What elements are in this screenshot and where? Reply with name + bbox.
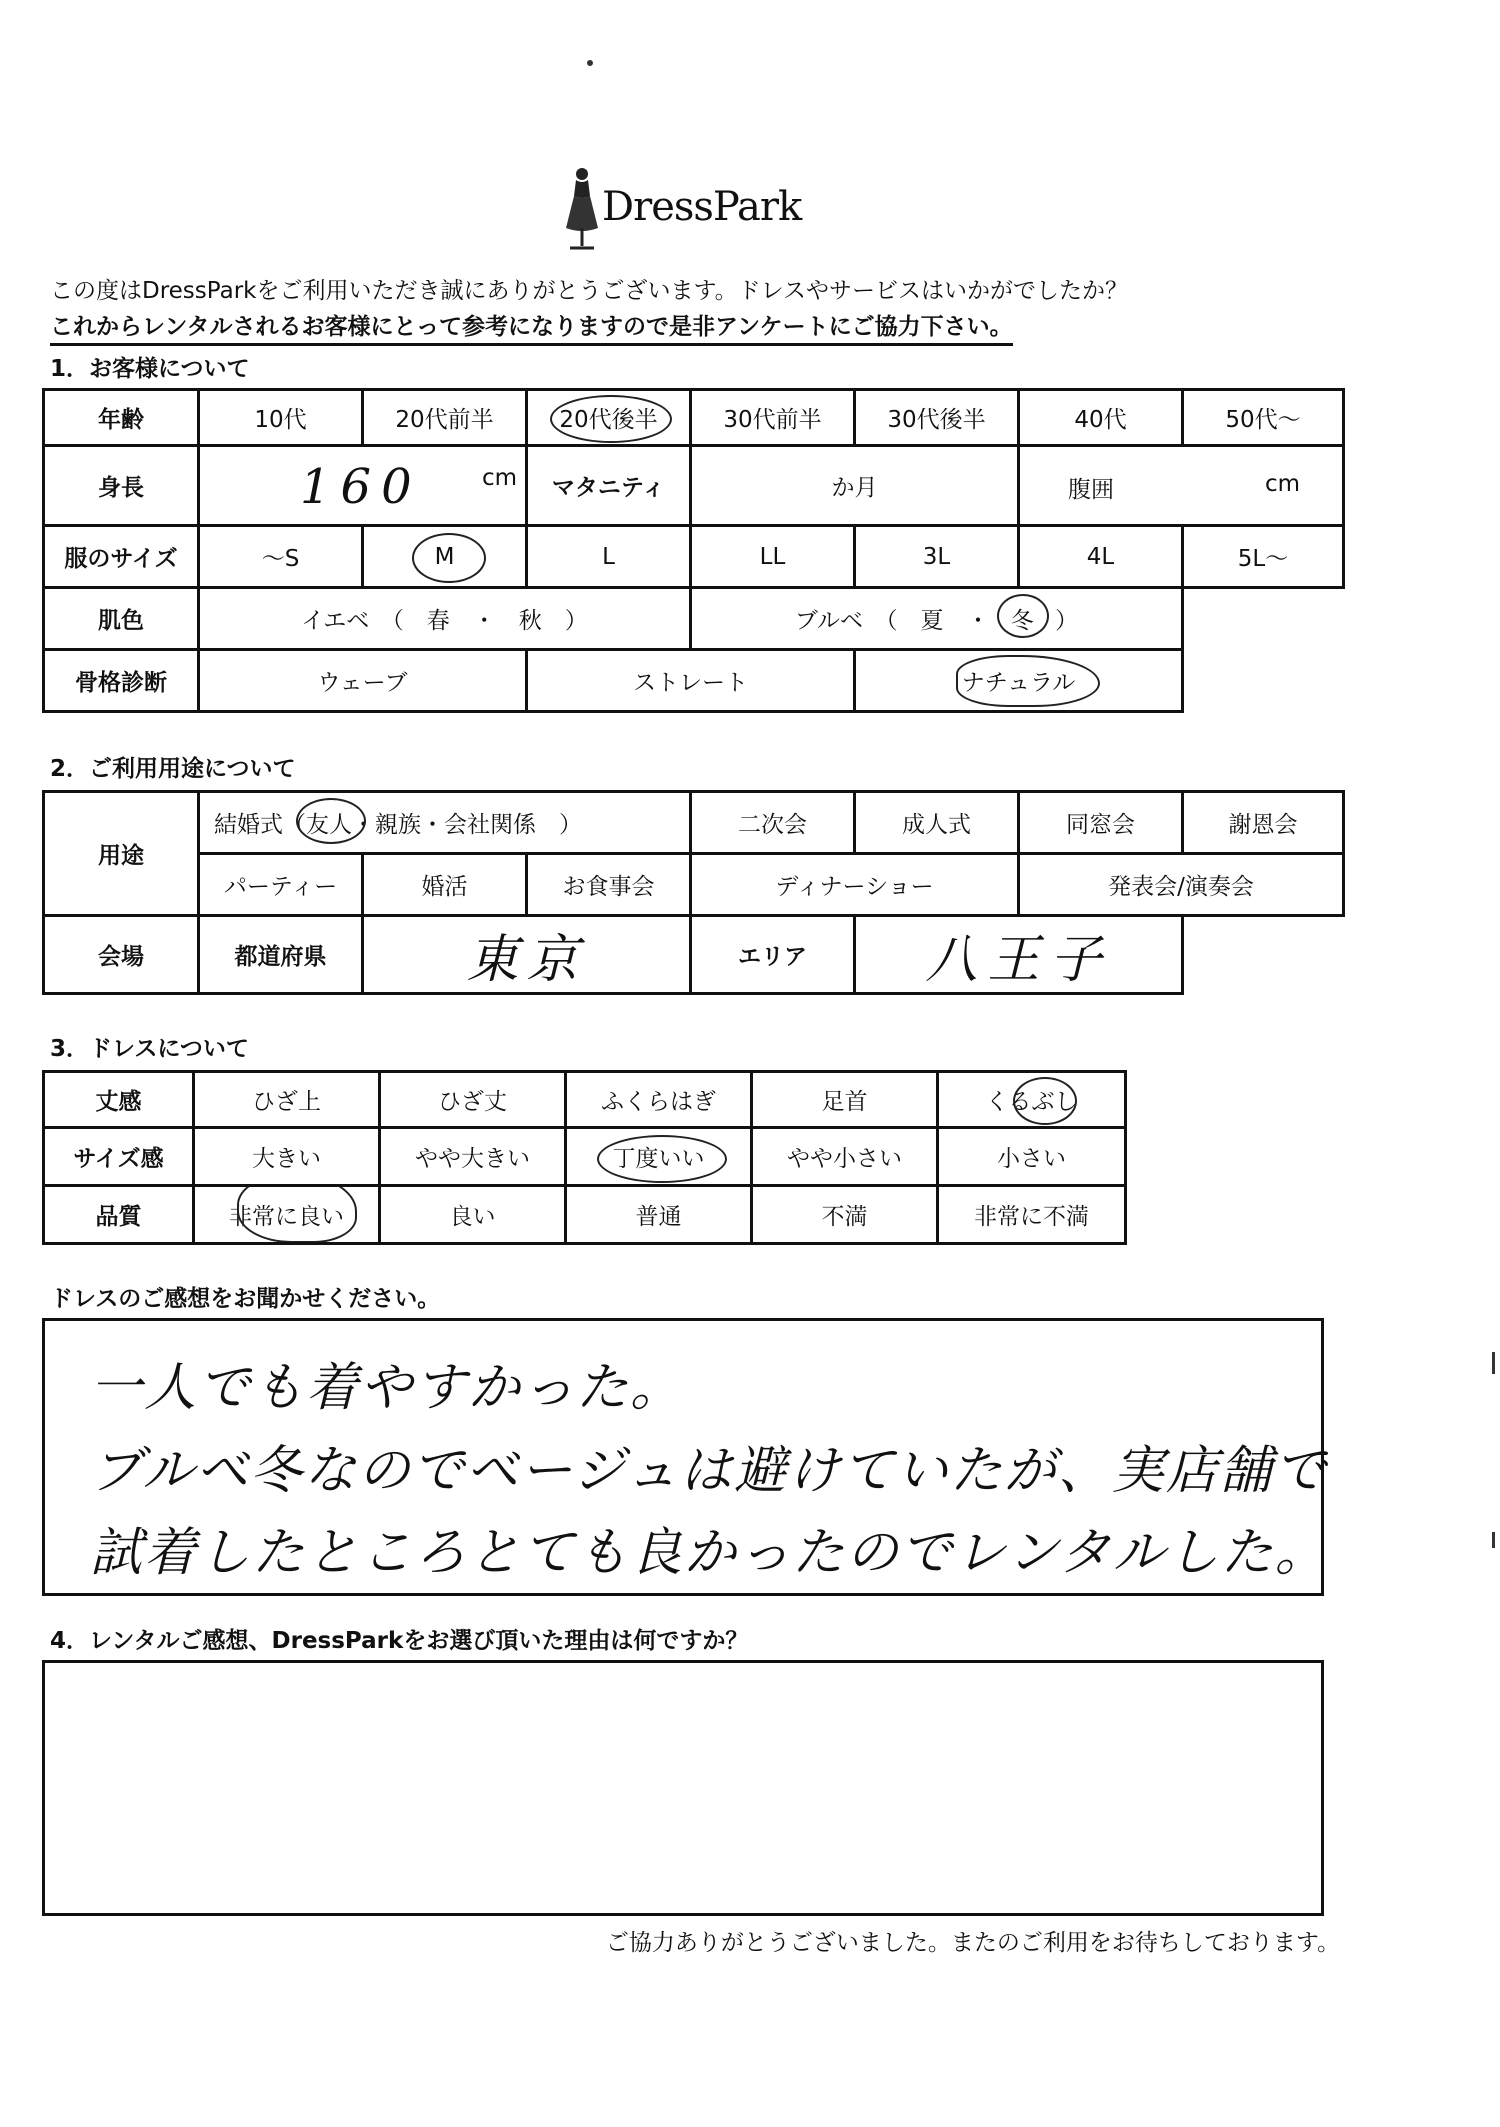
selection-circle [237,1186,357,1244]
skin-blue-winter [1011,602,1034,635]
scan-mark [1492,1352,1495,1374]
size-label: 服のサイズ [44,526,199,588]
quality-row [44,1186,1126,1244]
skeleton-option[interactable]: ストレート [527,650,855,712]
fit-option[interactable]: やや小さい [752,1128,938,1186]
usage-table [42,790,1345,995]
area-value: 八王子 [925,930,1112,990]
size-option[interactable]: 3L [855,526,1019,588]
skin-blue-suffix: ） [1055,608,1079,634]
selection-circle [997,594,1049,638]
usage-option[interactable]: パーティー [199,854,363,916]
usage-option[interactable]: 発表会/演奏会 [1019,854,1344,916]
selection-circle [550,395,672,443]
skin-blue[interactable] [691,588,1183,650]
age-selected-label: 20代後半 [559,407,658,433]
fit-option-selected[interactable] [566,1128,752,1186]
skin-blue-prefix: ブルベ （ 夏 ・ [794,608,990,634]
usage-option[interactable]: 謝恩会 [1183,792,1344,854]
area-label: エリア [691,916,855,994]
age-option[interactable]: 30代前半 [691,390,855,446]
length-option-selected[interactable] [938,1072,1126,1128]
fit-option[interactable]: やや大きい [380,1128,566,1186]
usage-row-1 [44,792,1344,854]
fit-selected-label: 丁度いい [612,1146,705,1172]
selection-circle [956,655,1100,707]
age-option[interactable]: 50代～ [1183,390,1344,446]
customer-table [42,388,1345,713]
usage-option[interactable]: 同窓会 [1019,792,1183,854]
skin-row [44,588,1344,650]
skeleton-label: 骨格診断 [44,650,199,712]
quality-option-selected[interactable] [194,1186,380,1244]
skeleton-option-selected[interactable] [855,650,1183,712]
size-selected-label: M [434,543,455,570]
fit-option[interactable]: 大きい [194,1128,380,1186]
age-label: 年齢 [44,390,199,446]
quality-option[interactable]: 不満 [752,1186,938,1244]
height-label: 身長 [44,446,199,526]
quality-selected-label: 非常に良い [229,1204,344,1230]
venue-row [44,916,1344,994]
length-label: 丈感 [44,1072,194,1128]
selection-circle [1013,1077,1077,1125]
age-option[interactable]: 30代後半 [855,390,1019,446]
maternity-field[interactable] [691,446,1019,526]
comment-line-3: 試着したところとても良かったのでレンタルした。 [90,1523,1329,1583]
section1-title: 1．お客様について [50,356,250,382]
empty-cell [1183,650,1344,712]
skin-winter-label: 冬 [1010,608,1034,634]
maternity-label: マタニティ [527,446,691,526]
usage-wedding[interactable] [199,792,691,854]
height-field[interactable] [199,446,527,526]
wedding-friend-label: 友人 [306,812,352,838]
prefecture-field[interactable] [363,916,691,994]
quality-option[interactable]: 普通 [566,1186,752,1244]
comments-title: ドレスのご感想をお聞かせください。 [50,1286,441,1312]
scan-mark [1492,1532,1495,1548]
height-unit: cm [481,465,517,491]
fit-option[interactable]: 小さい [938,1128,1126,1186]
fit-label: サイズ感 [44,1128,194,1186]
usage-option[interactable]: 婚活 [363,854,527,916]
section3-title: 3．ドレスについて [50,1036,249,1062]
scan-dot [587,60,593,66]
dresspark-logo [560,162,810,252]
quality-option[interactable]: 良い [380,1186,566,1244]
size-option[interactable]: ～S [199,526,363,588]
age-row [44,390,1344,446]
size-option[interactable]: 4L [1019,526,1183,588]
size-option[interactable]: L [527,526,691,588]
skeleton-option[interactable]: ウェーブ [199,650,527,712]
length-row [44,1072,1126,1128]
quality-option[interactable]: 非常に不満 [938,1186,1126,1244]
wedding-friend [306,806,352,839]
usage-label: 用途 [44,792,199,916]
waist-unit: cm [1264,471,1300,497]
selection-circle [412,533,486,583]
section4-answer-box[interactable] [42,1660,1324,1916]
wedding-prefix: 結婚式（ [214,812,306,838]
usage-row-2 [44,854,1344,916]
waist-label: 腹囲 [1068,477,1114,503]
usage-option[interactable]: 成人式 [855,792,1019,854]
fit-row [44,1128,1126,1186]
age-option[interactable]: 40代 [1019,390,1183,446]
section4-title: 4．レンタルご感想、DressParkをお選び頂いた理由は何ですか？ [50,1628,749,1654]
usage-option[interactable]: お食事会 [527,854,691,916]
empty-cell [1183,916,1344,994]
height-row [44,446,1344,526]
prefecture-value: 東京 [466,930,587,990]
selection-circle [296,798,366,844]
selection-circle [597,1135,727,1183]
usage-option[interactable]: 二次会 [691,792,855,854]
skin-yellow[interactable]: イエベ （ 春 ・ 秋 ） [199,588,691,650]
intro-line-1: この度はDressParkをご利用いただき誠にありがとうございます。ドレスやサービスはいかがでしたか？ [50,278,1128,304]
height-value: 160 [300,459,422,515]
age-option-selected[interactable] [527,390,691,446]
age-option[interactable]: 20代前半 [363,390,527,446]
comment-line-2: ブルベ冬なのでベージュは避けていたが、実店舗で [90,1441,1328,1501]
length-option[interactable]: ふくらはぎ [566,1072,752,1128]
comment-line-1: 一人でも着やすかった。 [90,1358,685,1418]
length-selected-label: くるぶし [985,1089,1078,1115]
size-option[interactable]: LL [691,526,855,588]
area-field[interactable] [855,916,1183,994]
usage-option[interactable]: ディナーショー [691,854,1019,916]
prefecture-label: 都道府県 [199,916,363,994]
logo-text: DressPark [602,184,802,230]
empty-cell [1183,588,1344,650]
intro-line-2: これからレンタルされるお客様にとって参考になりますので是非アンケートにご協力下さい。 [50,308,1013,346]
size-row [44,526,1344,588]
quality-label: 品質 [44,1186,194,1244]
length-option[interactable]: ひざ丈 [380,1072,566,1128]
waist-field[interactable] [1019,446,1344,526]
length-option[interactable]: 足首 [752,1072,938,1128]
footer-thanks: ご協力ありがとうございました。またのご利用をお待ちしております。 [605,1930,1340,1956]
dress-table [42,1070,1127,1245]
skeleton-selected-label: ナチュラル [961,670,1076,696]
section2-title: 2．ご利用用途について [50,756,296,782]
wedding-suffix: ・親族・会社関係 ） [352,812,582,838]
venue-label: 会場 [44,916,199,994]
maternity-unit: か月 [831,475,878,501]
size-option-selected[interactable] [363,526,527,588]
skin-label: 肌色 [44,588,199,650]
length-option[interactable]: ひざ上 [194,1072,380,1128]
age-option[interactable]: 10代 [199,390,363,446]
size-option[interactable]: 5L～ [1183,526,1344,588]
skeleton-row [44,650,1344,712]
